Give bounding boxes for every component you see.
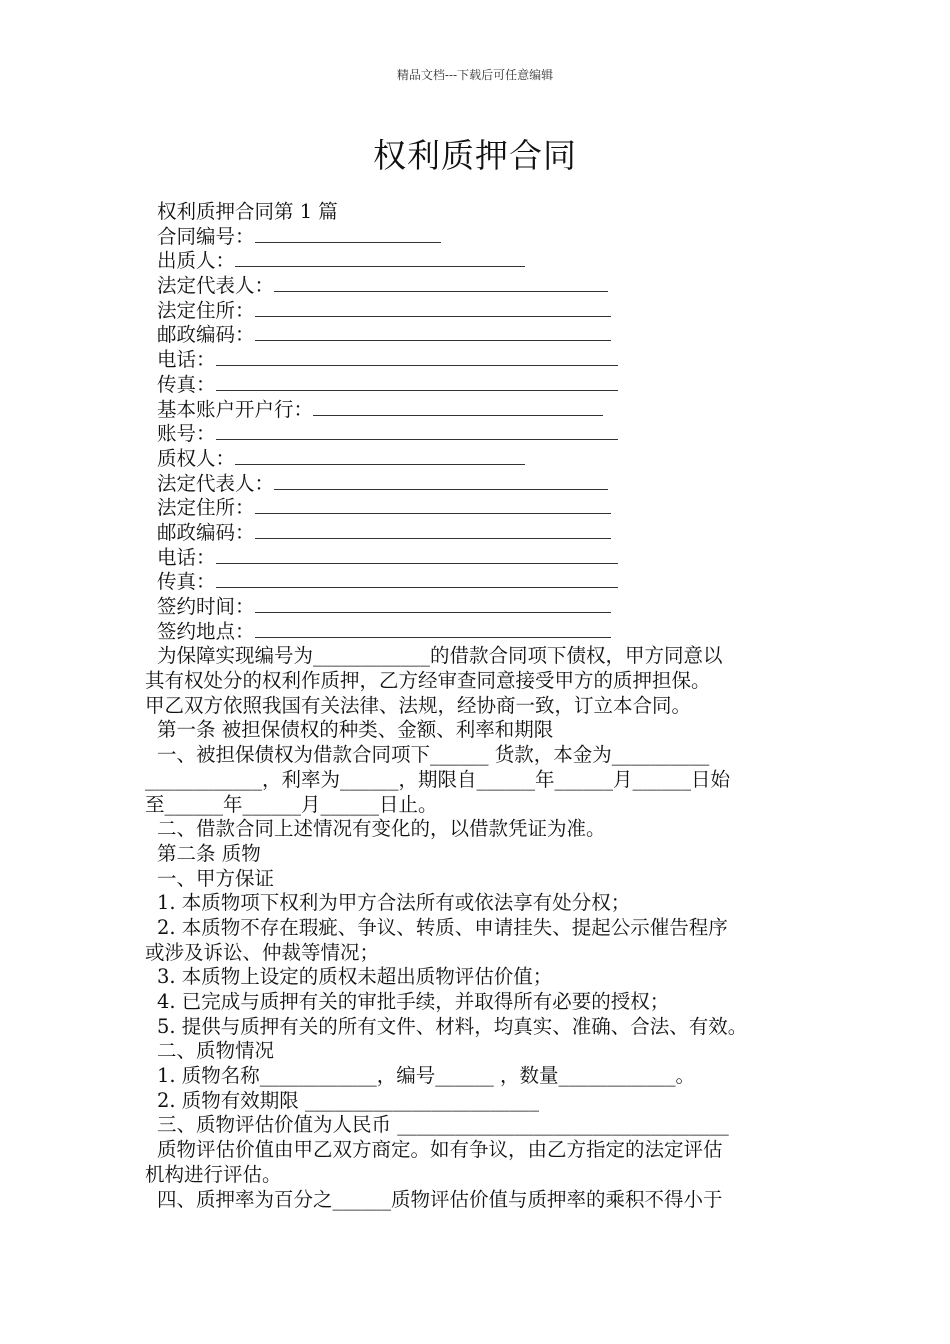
- line-text: 出质人：: [157, 249, 236, 273]
- line-text: 1. 本质物项下权利为甲方合法所有或依法享有处分权；: [157, 891, 631, 915]
- text-line: [145, 1039, 815, 1064]
- line-text: 至______年______月______日止。: [145, 792, 438, 816]
- line-text: 电话：: [157, 348, 216, 372]
- text-line: [145, 1163, 815, 1188]
- text-line: [145, 225, 815, 250]
- fill-in-blank: [255, 323, 611, 341]
- line-text: 四、质押率为百分之______质物评估价值与质押率的乘积不得小于: [157, 1187, 723, 1211]
- line-text: 账号：: [157, 422, 216, 446]
- text-line: [145, 323, 815, 348]
- text-line: [145, 595, 815, 620]
- line-text: 电话：: [157, 545, 216, 569]
- line-text: 为保障实现编号为____________的借款合同项下债权，甲方同意以: [157, 644, 723, 668]
- line-text: 传真：: [157, 372, 216, 396]
- fill-in-blank: [255, 620, 611, 638]
- text-line: [145, 249, 815, 274]
- text-line: [145, 620, 815, 645]
- line-text: 法定代表人：: [157, 274, 275, 298]
- line-text: 邮政编码：: [157, 520, 255, 544]
- fill-in-blank: [274, 472, 608, 490]
- line-text: 一、被担保债权为借款合同项下______ 货款，本金为__________: [157, 743, 710, 767]
- fill-in-blank: [216, 422, 618, 440]
- text-line: [145, 793, 815, 818]
- text-line: [145, 1138, 815, 1163]
- text-line: [145, 1064, 815, 1089]
- text-line: [145, 570, 815, 595]
- line-text: 法定代表人：: [157, 471, 275, 495]
- text-line: [145, 891, 815, 916]
- line-text: 传真：: [157, 570, 216, 594]
- text-line: [145, 546, 815, 571]
- line-text: 签约时间：: [157, 595, 255, 618]
- line-text: 机构进行评估。: [145, 1162, 282, 1186]
- line-text: 5. 提供与质押有关的所有文件、材料，均真实、准确、合法、有效。: [157, 1014, 748, 1038]
- fill-in-blank: [235, 447, 525, 465]
- text-line: [145, 965, 815, 990]
- text-line: [145, 496, 815, 521]
- line-text: 质物评估价值由甲乙双方商定。如有争议，由乙方指定的法定评估: [157, 1138, 723, 1162]
- fill-in-blank: [216, 348, 618, 366]
- fill-in-blank: [255, 225, 441, 243]
- text-line: [145, 1113, 815, 1138]
- text-line: [145, 447, 815, 472]
- text-line: [145, 348, 815, 373]
- fill-in-blank: [255, 496, 611, 514]
- text-line: [145, 867, 815, 892]
- line-text: 4. 已完成与质押有关的审批手续，并取得所有必要的授权；: [157, 990, 670, 1013]
- line-text: 2. 本质物不存在瑕疵、争议、转质、申请挂失、提起公示催告程序: [157, 915, 728, 939]
- text-line: [145, 472, 815, 497]
- line-text: 法定住所：: [157, 496, 255, 520]
- document-body: [145, 200, 815, 1212]
- line-text: 质权人：: [157, 446, 236, 470]
- line-text: 法定住所：: [157, 298, 255, 322]
- text-line: [145, 1015, 815, 1040]
- line-text: 3. 本质物上设定的质权未超出质物评估价值；: [157, 965, 553, 989]
- line-text: 2. 质物有效期限 ________________________: [157, 1088, 540, 1112]
- line-text: 第一条 被担保债权的种类、金额、利率和期限: [157, 718, 554, 742]
- text-line: [145, 669, 815, 694]
- line-text: 或涉及诉讼、仲裁等情况；: [145, 940, 380, 964]
- text-line: [145, 1089, 815, 1114]
- line-text: 二、质物情况: [157, 1039, 275, 1063]
- line-text: 基本账户开户行：: [157, 397, 314, 421]
- line-text: 一、甲方保证: [157, 866, 275, 890]
- line-text: 三、质物评估价值为人民币 __________________________________: [157, 1113, 729, 1137]
- text-line: [145, 398, 815, 423]
- line-text: 权利质押合同第 1 篇: [157, 200, 338, 223]
- fill-in-blank: [313, 398, 603, 416]
- line-text: 邮政编码：: [157, 323, 255, 347]
- text-line: [145, 941, 815, 966]
- fill-in-blank: [216, 546, 618, 564]
- text-line: [145, 200, 815, 225]
- fill-in-blank: [274, 274, 608, 292]
- line-text: 合同编号：: [157, 224, 255, 248]
- text-line: [145, 521, 815, 546]
- text-line: [145, 817, 815, 842]
- text-line: [145, 990, 815, 1015]
- text-line: [145, 644, 815, 669]
- line-text: 甲乙双方依照我国有关法律、法规，经协商一致，订立本合同。: [145, 693, 692, 717]
- text-line: [145, 422, 815, 447]
- fill-in-blank: [255, 595, 611, 613]
- fill-in-blank: [216, 570, 618, 588]
- line-text: 1. 质物名称____________，编号______ ，数量____________。: [157, 1064, 696, 1088]
- text-line: [145, 768, 815, 793]
- line-text: ____________，利率为______，期限自______年______月______日始: [145, 767, 731, 791]
- line-text: 第二条 质物: [157, 841, 261, 865]
- text-line: [145, 842, 815, 867]
- text-line: [145, 274, 815, 299]
- text-line: [145, 694, 815, 719]
- text-line: [145, 373, 815, 398]
- fill-in-blank: [255, 299, 611, 317]
- document-title: 权利质押合同: [373, 136, 577, 175]
- line-text: 签约地点：: [157, 619, 255, 643]
- text-line: [145, 743, 815, 768]
- fill-in-blank: [216, 373, 618, 391]
- text-line: [145, 1188, 815, 1213]
- line-text: 其有权处分的权利作质押，乙方经审查同意接受甲方的质押担保。: [145, 669, 711, 693]
- text-line: [145, 718, 815, 743]
- page-header: 精品文档---下载后可任意编辑: [396, 68, 554, 82]
- line-text: 二、借款合同上述情况有变化的，以借款凭证为准。: [157, 817, 606, 841]
- text-line: [145, 916, 815, 941]
- fill-in-blank: [235, 249, 525, 267]
- fill-in-blank: [255, 521, 611, 539]
- text-line: [145, 299, 815, 324]
